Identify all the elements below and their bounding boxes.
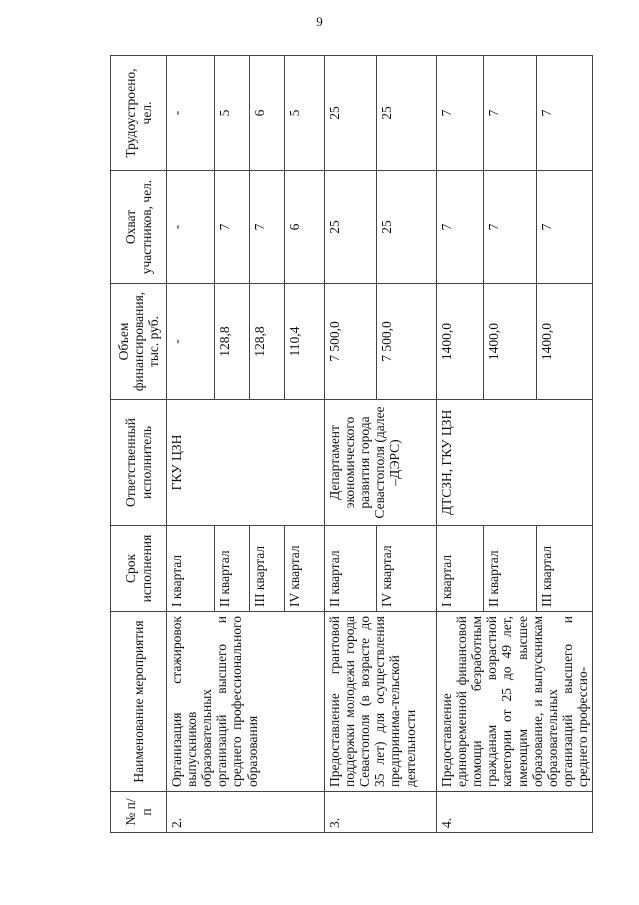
coverage-cell: 25 [377,171,437,284]
term-cell: I квартал [167,526,215,612]
page-number: 9 [316,14,323,29]
coverage-cell: 25 [325,171,377,284]
header-coverage: Охват участников, чел. [111,171,167,284]
table-row [167,56,215,833]
employed-cell: 25 [377,56,437,171]
employed-cell: 6 [250,56,285,171]
funding-cell: 1400,0 [437,284,484,400]
employed-cell: 25 [325,56,377,171]
event-name: Предоставление грантовой поддержки молодежи города Севастополя (в возрасте до 35 лет) для осуществления предпринима-тельской деятельности [325,612,437,792]
header-row [111,56,167,833]
header-num: № п/п [111,792,167,833]
row-number: 4. [437,792,593,833]
coverage-cell: 7 [250,171,285,284]
funding-cell: 7 500,0 [325,284,377,400]
funding-cell: 128,8 [215,284,250,400]
coverage-cell: 7 [215,171,250,284]
row-number: 2. [167,792,325,833]
coverage-cell: - [167,171,215,284]
responsible-cell: ДТСЗН, ГКУ ЦЗН [437,400,593,526]
coverage-cell: 7 [437,171,484,284]
term-cell: I квартал [437,526,484,612]
header-employed: Трудоустроено, чел. [111,56,167,171]
employed-cell: 5 [215,56,250,171]
event-name: Организация стажировок выпускников образовательных организаций высшего и среднего профессионального образования [167,612,325,792]
header-funding: Объем финансирования, тыс. руб. [111,284,167,400]
coverage-cell: 7 [537,171,593,284]
funding-cell: 128,8 [250,284,285,400]
term-cell: II квартал [325,526,377,612]
coverage-cell: 7 [484,171,537,284]
funding-cell: 110,4 [285,284,325,400]
table-row [437,56,484,833]
events-table [110,55,593,833]
term-cell: III квартал [250,526,285,612]
responsible-cell: ГКУ ЦЗН [167,400,325,526]
term-cell: IV квартал [377,526,437,612]
header-responsible: Ответственный исполнитель [111,400,167,526]
term-cell: IV квартал [285,526,325,612]
event-name: Предоставление единовременной финансовой помощи безработным гражданам возрастной категории от 25 до 49 лет, имеющим высшее образование, и выпускникам образовательных организаций высшего и среднего профессио- [437,612,593,792]
employed-cell: - [167,56,215,171]
funding-cell: - [167,284,215,400]
employed-cell: 7 [537,56,593,171]
funding-cell: 1400,0 [537,284,593,400]
term-cell: II квартал [484,526,537,612]
header-name: Наименование мероприятия [111,612,167,792]
table-row [325,56,377,833]
coverage-cell: 6 [285,171,325,284]
funding-cell: 7 500,0 [377,284,437,400]
employed-cell: 7 [437,56,484,171]
funding-cell: 1400,0 [484,284,537,400]
employed-cell: 5 [285,56,325,171]
responsible-cell: Департамент экономического развития города Севастополя (далее –ДЭРС) [325,400,437,526]
term-cell: II квартал [215,526,250,612]
term-cell: III квартал [537,526,593,612]
row-number: 3. [325,792,437,833]
header-term: Срок исполнения [111,526,167,612]
rotated-table-wrapper [110,56,590,833]
employed-cell: 7 [484,56,537,171]
